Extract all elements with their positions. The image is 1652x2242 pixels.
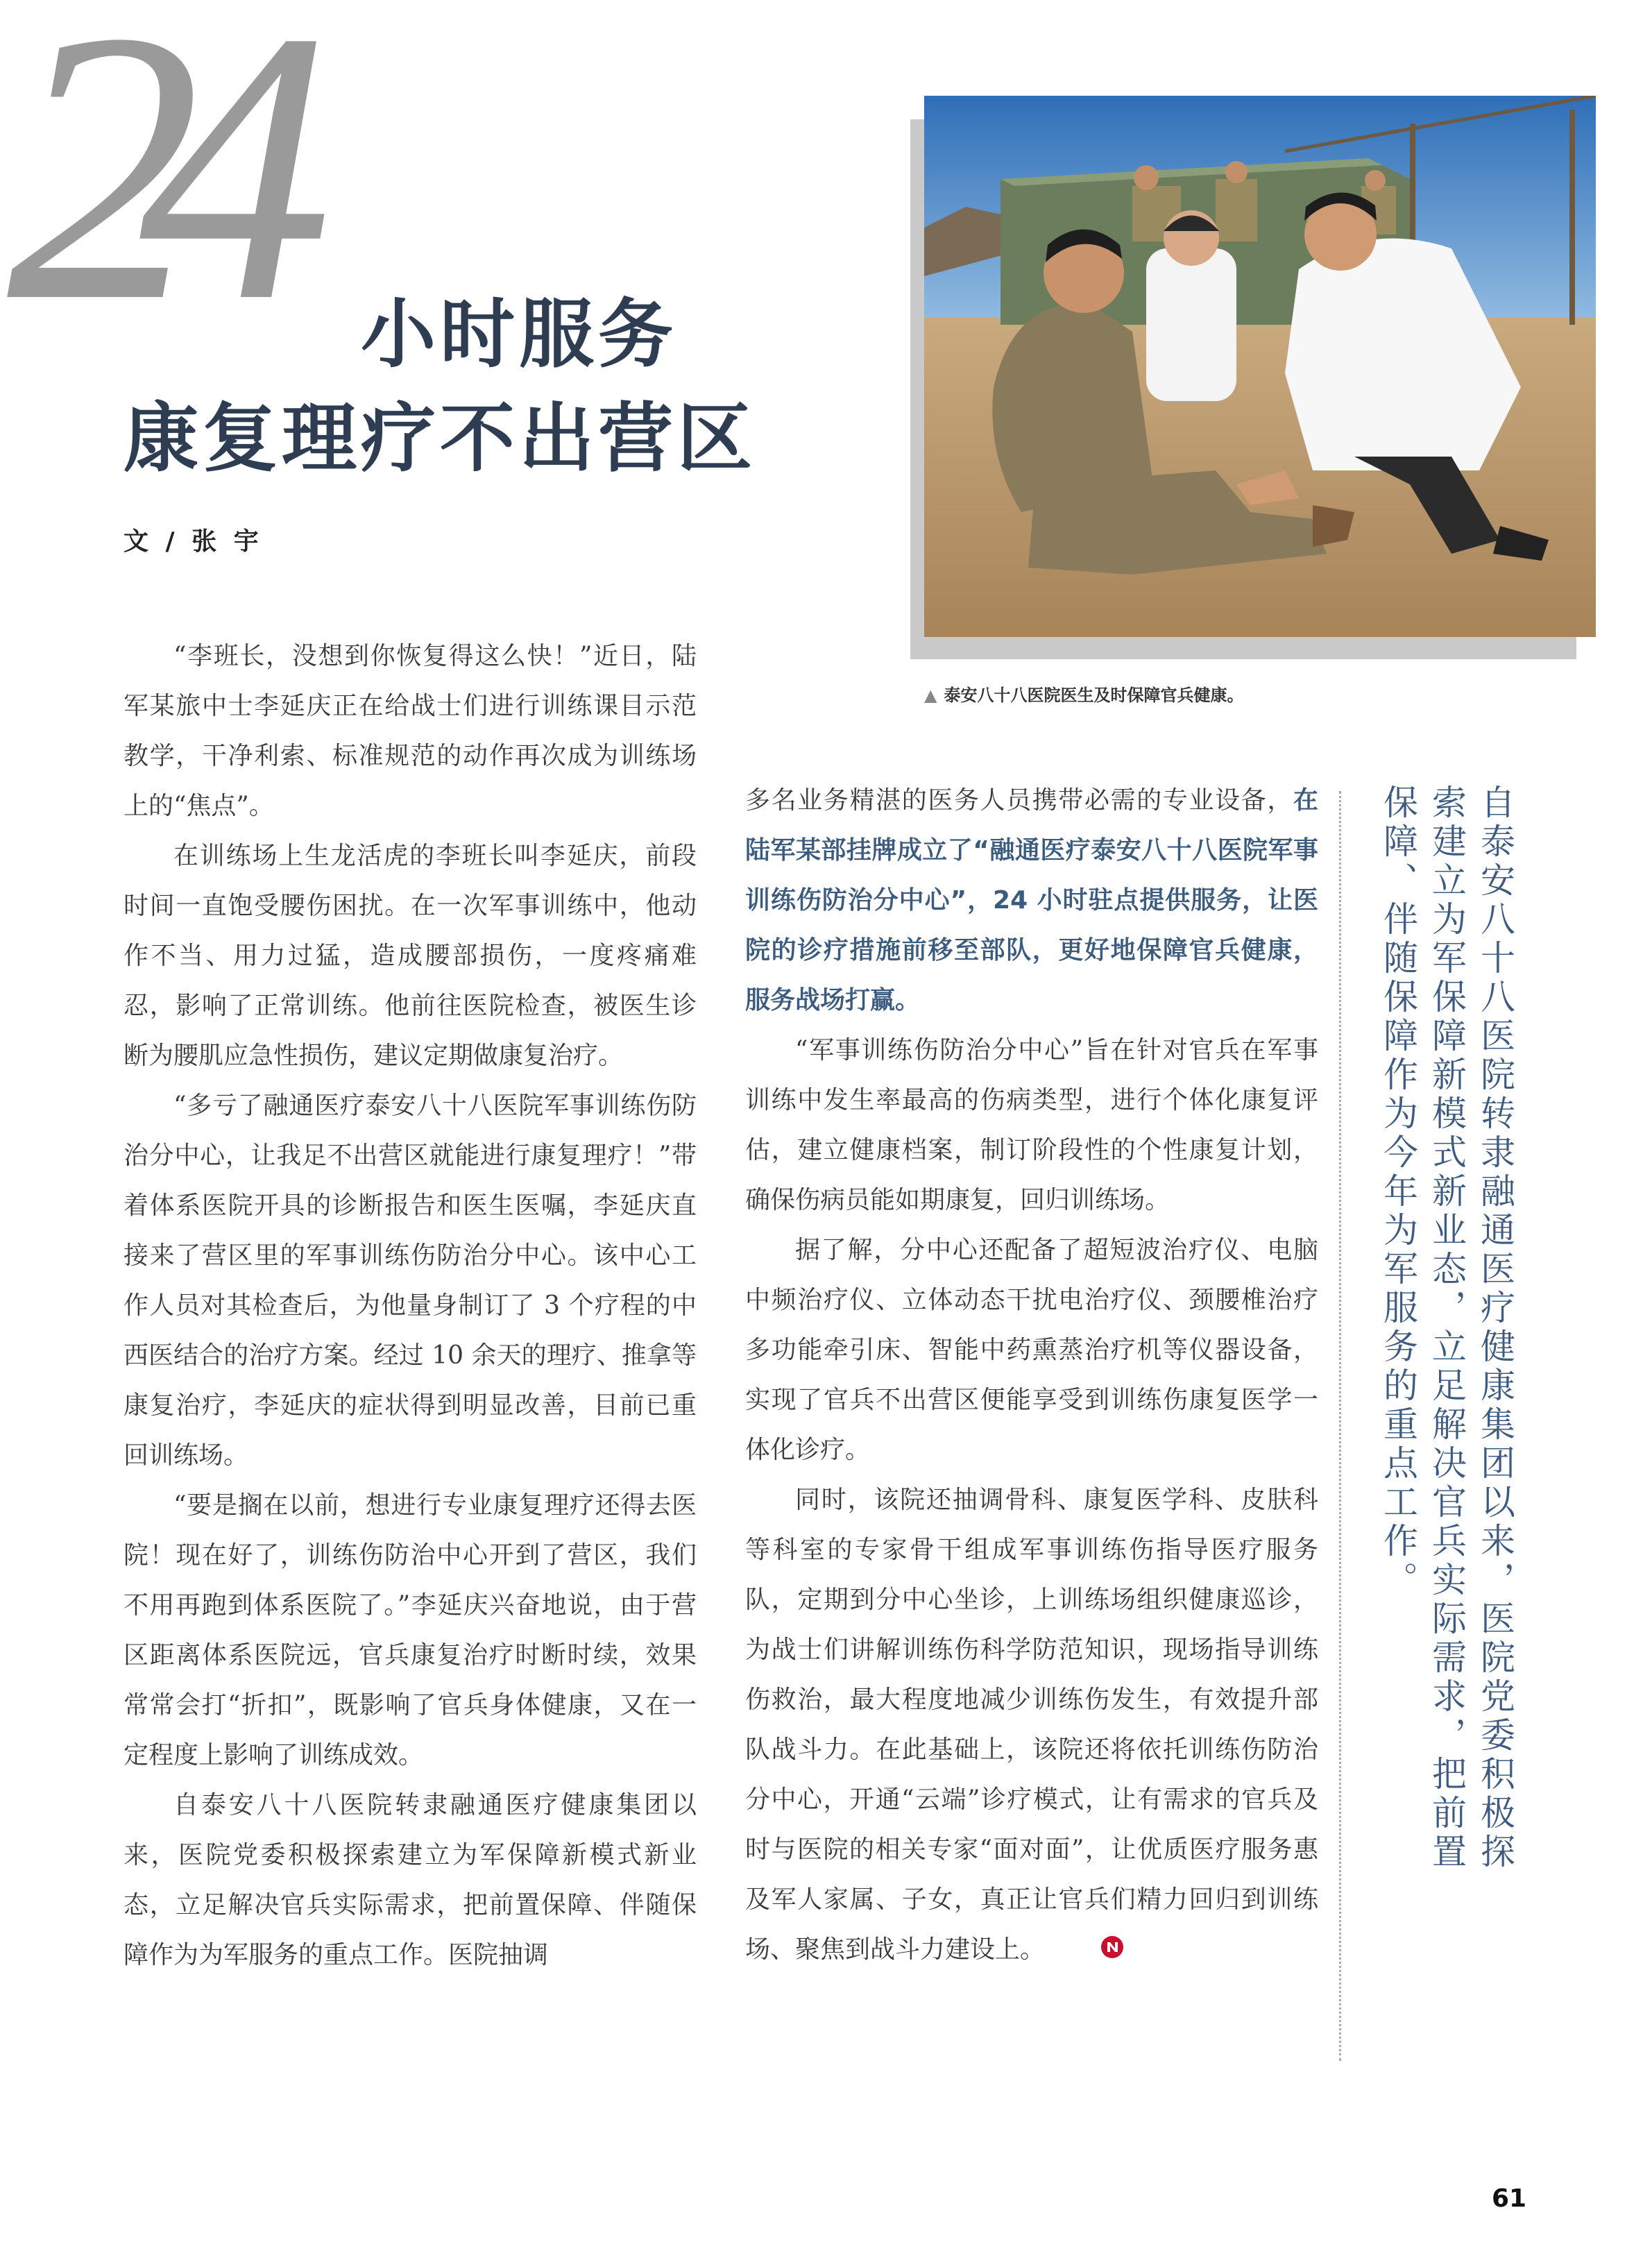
paragraph: [745, 776, 1318, 1026]
paragraph: 据了解，分中心还配备了超短波治疗仪、电脑中频治疗仪、立体动态干扰电治疗仪、颈腰椎治疗多功能牵引床、智能中药熏蒸治疗机等仪器设备，实现了官兵不出营区便能享受到训练伤康复医学一体化诊疗。: [745, 1236, 1318, 1464]
pull-quote: 自泰安八十八医院转隶融通医疗健康集团以来，医院党委积极探索建立为军保障新模式新业态，立足解决官兵实际需求，把前置保障、伴随保障作为今年为军服务的重点工作。: [1378, 784, 1515, 1872]
highlighted-text: 在陆军某部挂牌成立了“融通医疗泰安八十八医院军事训练伤防治分中心”，24 小时驻点提供服务，让医院的诊疗措施前移至部队，更好地保障官兵健康，服务战场打赢。: [745, 786, 1318, 1014]
paragraph: [745, 1475, 1318, 1976]
byline: 文 / 张 宇: [124, 527, 263, 556]
article-column-1: [124, 631, 697, 1980]
paragraph: “要是搁在以前，想进行专业康复理疗还得去医院！现在好了，训练伤防治中心开到了营区，我们不用再跑到体系医院了。”李延庆兴奋地说，由于营区距离体系医院远，官兵康复治疗时断时续，效果常常会打“折扣”，既影响了官兵身体健康，又在一定程度上影响了训练成效。: [124, 1491, 697, 1769]
large-number-decoration: 24: [7, 0, 271, 382]
photo-caption: [924, 681, 1243, 706]
article-photo: [924, 96, 1596, 637]
article-title-line2: 康复理疗不出营区: [124, 395, 757, 482]
page-number: 61: [1492, 2184, 1527, 2213]
paragraph-text: 多名业务精湛的医务人员携带必需的专业设备，: [745, 786, 1293, 815]
paragraph: 自泰安八十八医院转隶融通医疗健康集团以来，医院党委积极探索建立为军保障新模式新业态，立足解决官兵实际需求，把前置保障、伴随保障作为为军服务的重点工作。医院抽调: [124, 1791, 697, 1969]
caption-triangle-icon: ▲: [924, 686, 937, 705]
paragraph: 在训练场上生龙活虎的李班长叫李延庆，前段时间一直饱受腰伤困扰。在一次军事训练中，他动作不当、用力过猛，造成腰部损伤，一度疼痛难忍，影响了正常训练。他前往医院检查，被医生诊断为腰肌应急性损伤，建议定期做康复治疗。: [124, 842, 697, 1070]
column-divider: [1339, 791, 1341, 2061]
article-column-2: [745, 776, 1318, 1976]
paragraph: “军事训练伤防治分中心”旨在针对官兵在军事训练中发生率最高的伤病类型，进行个体化康复评估，建立健康档案，制订阶段性的个性康复计划，确保伤病员能如期康复，回归训练场。: [745, 1036, 1318, 1214]
paragraph-text: 同时，该院还抽调骨科、康复医学科、皮肤科等科室的专家骨干组成军事训练伤指导医疗服务队，定期到分中心坐诊，上训练场组织健康巡诊，为战士们讲解训练伤科学防范知识，现场指导训练伤救治，最大程度地减少训练伤发生，有效提升部队战斗力。在此基础上，该院还将依托训练伤防治分中心，开通“云端”诊疗模式，让有需求的官兵及时与医院的相关专家“面对面”，让优质医疗服务惠及军人家属、子女，真正让官兵们精力回归到训练场、聚焦到战斗力建设上。: [745, 1486, 1318, 1964]
photo-caption-text: 泰安八十八医院医生及时保障官兵健康。: [944, 686, 1244, 705]
end-mark-icon: [1050, 1926, 1124, 1976]
paragraph: “多亏了融通医疗泰安八十八医院军事训练伤防治分中心，让我足不出营区就能进行康复理疗！”带着体系医院开具的诊断报告和医生医嘱，李延庆直接来了营区里的军事训练伤防治分中心。该中心工作人员对其检查后，为他量身制订了 3 个疗程的中西医结合的治疗方案。经过 10 余天的理疗、推拿等康复治疗，李延庆的症状得到明显改善，目前已重回训练场。: [124, 1092, 697, 1470]
article-title-line1: 小时服务: [361, 291, 678, 378]
paragraph: “李班长，没想到你恢复得这么快！”近日，陆军某旅中士李延庆正在给战士们进行训练课目示范教学，干净利索、标准规范的动作再次成为训练场上的“焦点”。: [124, 642, 697, 820]
